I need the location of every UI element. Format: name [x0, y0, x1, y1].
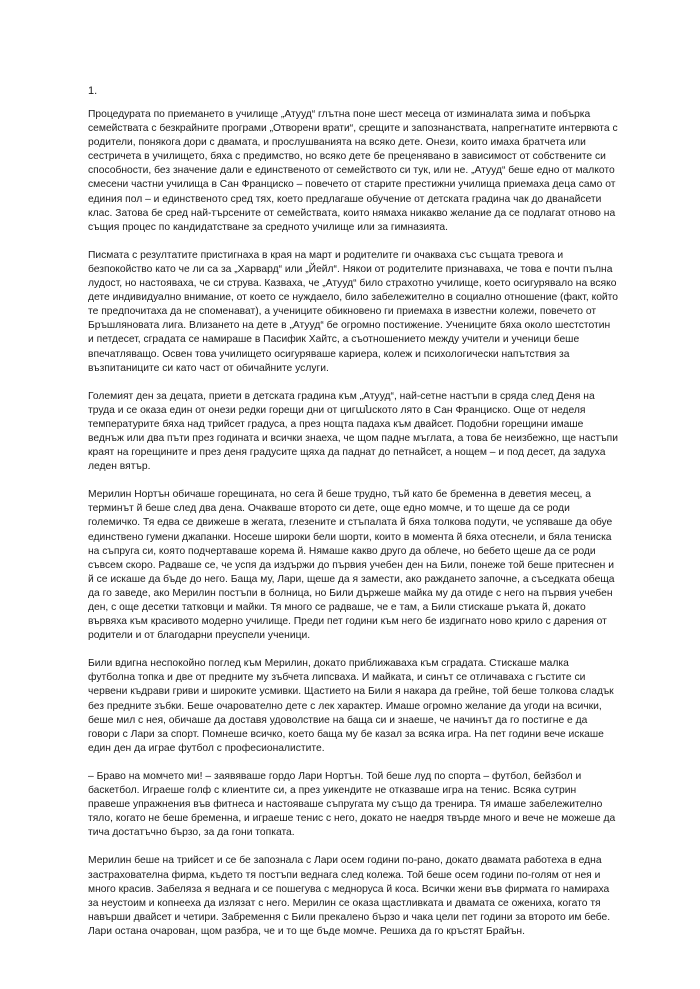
chapter-number: 1. — [88, 85, 98, 97]
paragraph: – Браво на момчето ми! – заявяваше гордо Лари Нортън. Той беше луд по спорта – футбол, бейзбол и баскетбол. Играеше голф с клиентите си, а през уикендите не отказваше игра на тенис. Всяка сутрин правеше упражнения във фитнеса и настояваше съпругата му също да тренира. Тя имаше забележително тяло, когато не беше бременна, и играеше тенис с него, докато не наедря твърде много и вече не можеше да тича достатъчно бързо, за да гони топката. — [88, 770, 616, 839]
paragraph: Големият ден за децата, приети в детската градина към „Атууд“, най-сетне настъпи в сряда след Деня на труда и се оказа един от онези редки горещи дни от цигանското лято в Сан Франциско. Още от неделя температурите бяха над трийсет градуса, а през нощта падаха към двайсет. Подобни горещини имаше веднъж или два пъти през годината и всички знаеха, че щом падне мъглата, а това бе неизбежно, ще настъпи краят на горещините и през деня градусите щяха да паднат до петнайсет, а нощем – и под десет, да задуха леден вятър. — [88, 390, 618, 473]
paragraph: Били вдигна неспокойно поглед към Мерилин, докато приближаваха към сградата. Стискаше малка футболна топка и две от предните му зъбчета липсваха. И майката, и синът се отличаваха с гъстите си червени къдрави гриви и широките усмивки. Щастието на Били я накара да грейне, той беше толкова сладък без предните зъбки. Беше очарователно дете с лек характер. Имаше огромно желание да угоди на всички, беше мил с нея, обичаше да доставя удоволствие на баща си и знаеше, че начинът да го постигне е да говори с Лари за спорт. Помнеше всичко, което баща му бе казал за всяка игра. На пет години вече искаше един ден да играе футбол с професионалистите. — [88, 658, 614, 754]
paragraph: Процедурата по приемането в училище „Атууд“ глътна поне шест месеца от изминалата зима и побърка семействата с безкрайните програми „Отворени врати“, срещите и запознанствата, напрегнатите интервюта с родители, понякога дори с двамата, и прослушванията на всяко дете. Онези, които имаха братчета или сестричета в училището, бяха с предимство, но всяко дете бе преценявано в зависимост от собствените си способности, без значение дали е единственото от семейството си тук, или не. „Атууд“ беше едно от малкото смесени частни училища в Сан Франциско – повечето от старите престижни училища приемаха деца само от единия пол – и единственото сред тях, което предлагаше обучение от детската градина чак до дванайсети клас. Затова бе сред най-търсените от семействата, които нямаха никакво желание да се подлагат отново на същия процес по кандидатстване за средното училище или за гимназията. — [88, 109, 618, 233]
paragraph: Писмата с резултатите пристигнаха в края на март и родителите ги очакваха със същата тревога и безпокойство като че ли са за „Харвард“ или „Йейл“. Някои от родителите признаваха, че това е почти пълна лудост, но настояваха, че си струва. Казваха, че „Атууд“ било страхотно училище, което осигурявало на всяко дете индивидуално внимание, от което се нуждаело, било забележително в социално отношение (факт, който те предпочитаха да не споменават), а учениците обикновено ги приемаха в известни колежи, повечето от Бръшляновата лига. Влизането на дете в „Атууд“ бе огромно постижение. Учениците бяха около шестстотин и петдесет, сградата се намираше в Пасифик Хайтс, а съотношението между учители и ученици беше впечатляващо. Освен това училището осигуряваше кариера, колеж и психологически напътствия за възпитаниците си като част от обичайните услуги. — [88, 249, 619, 374]
paragraph: Мерилин беше на трийсет и се бе запознала с Лари осем години по-рано, докато двамата работеха в една застрахователна фирма, където тя постъпи веднага след колежа. Той беше осем години по-голям от нея и много красив. Забеляза я веднага и се пошегува с медноруса й коса. Всички жени във фирмата го намираха за неустоим и копнееха да излязат с него. Мерилин се оказа щастливката и двамата се ожениха, когато тя навърши двайсет и четири. Забремення с Били прекалено бързо и чака цели пет години за второто им бебе. Лари остана очарован, щом разбра, че и то ще бъде момче. Решиха да го кръстят Брайън. — [88, 855, 611, 937]
chapter-body — [88, 108, 618, 953]
paragraph: Мерилин Нортън обичаше горещината, но сега й беше трудно, тъй като бе бременна в деветия месец, а терминът й беше след два дена. Очакваше второто си дете, още едно момче, и то щеше да се роди големичко. Тя едва се движеше в жегата, глезените и стъпалата й бяха толкова подути, че успяваше да обуе единствено гумени джапанки. Носеше широки бели шорти, които в момента й бяха отеснели, и бяла тениска на съпруга си, която подчертаваше корема й. Нямаше какво друго да облече, но бебето щеше да се роди съвсем скоро. Радваше се, че успя да издържи до първия учебен ден на Били, понеже той беше притеснен и й се искаше да бъде до него. Баща му, Лари, щеше да я замести, ако раждането започне, а съседката обеща да го заведе, ако Мерилин постъпи в болница, но Били държеше майка му да отиде с него на първия учебен ден, с още десетки татковци и майки. Тя много се радваше, че е там, а Били стискаше ръката й, докато вървяха към красивото модерно училище. Преди пет години към него бе издигнато ново крило с дарения от родители и от благодарни преуспели ученици. — [88, 489, 615, 642]
